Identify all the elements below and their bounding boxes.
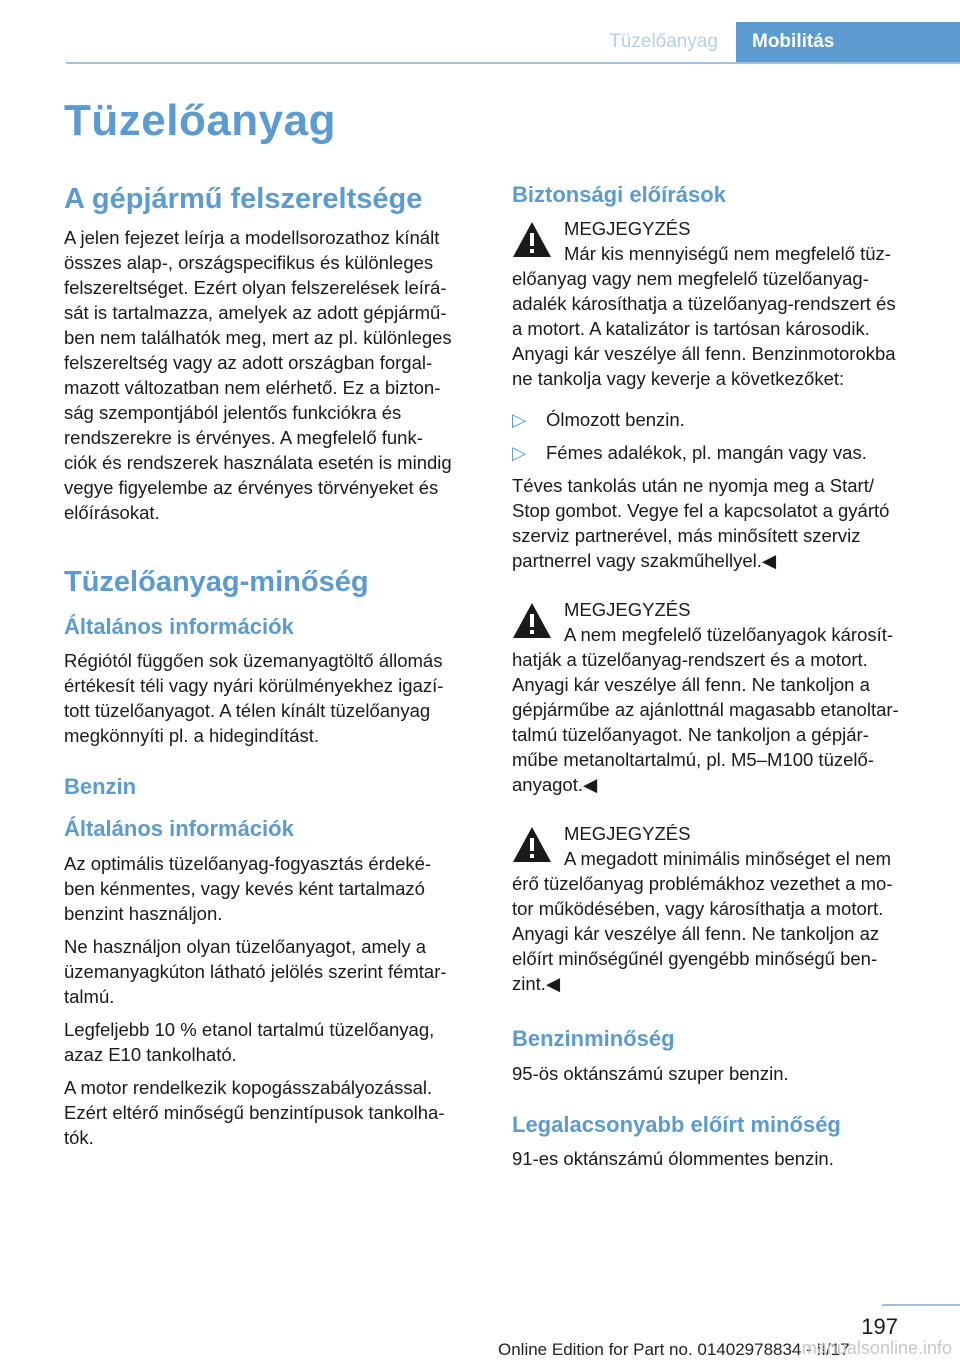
text-line: rendszerekre is érvényes. A megfelelő funk‐ [64, 426, 423, 448]
text-line: Anyagi kár veszélye áll fenn. Ne tankoljon az [512, 923, 880, 945]
text-line: előírásokat. [64, 501, 160, 523]
min-quality-text: 91-es oktánszámú ólommentes benzin. [512, 1148, 834, 1170]
text-line: Ne használjon olyan tüzelőanyagot, amely a [64, 935, 427, 957]
equipment-paragraph [64, 225, 484, 525]
warning-triangle-icon [512, 825, 552, 865]
page-title: Tüzelőanyag [64, 96, 336, 145]
warning-body [512, 647, 930, 797]
header-rule [66, 62, 960, 64]
list-item-text: Fémes adalékok, pl. mangán vagy vas. [546, 442, 867, 464]
text-line: talmú tüzelőanyagot. Ne tankoljon a gépjár‐ [512, 724, 869, 746]
triangle-bullet-icon: ▷ [512, 409, 527, 431]
text-line: értékesít téli vagy nyári körülményekhez igazí‐ [64, 674, 444, 696]
benzin-paragraph-1 [64, 851, 484, 926]
benzin-quality-text: 95-ös oktánszámú szuper benzin. [512, 1062, 789, 1084]
footer-edition: Online Edition for Part no. 01402978834 - II/17 [498, 1340, 850, 1359]
text-line: A nem megfelelő tüzelőanyagok károsít‐ [564, 624, 894, 646]
footer-watermark: manualsonline.info [801, 1338, 952, 1358]
text-line: a motort. A katalizátor is tartósan károsodik. [512, 318, 870, 340]
text-line: felszereltség vagy az adott országban forgal‐ [64, 351, 433, 373]
benzin-heading: Benzin [64, 773, 137, 799]
text-line: szerviz partnerével, más minősített szerviz [512, 525, 861, 547]
warning-notice-3 [512, 821, 930, 996]
warning-body [512, 266, 930, 391]
text-line: vegye figyelembe az érvényes törvényeket és [64, 476, 439, 498]
text-line: üzemanyagkúton látható jelölés szerint fémtar‐ [64, 960, 447, 982]
text-line: Téves tankolás után ne nyomja meg a Start/ [512, 475, 874, 497]
header-chapter-tab: Mobilitás [736, 22, 960, 62]
warning-triangle-icon [512, 220, 552, 260]
benzin-paragraph-2 [64, 934, 484, 1009]
benzin-general-heading: Általános információk [64, 816, 294, 842]
text-line: ben kénmentes, vagy kevés ként tartalmazó [64, 877, 425, 899]
text-line: tor működésében, vagy károsíthatja a motort. [512, 898, 884, 920]
benzin-paragraph-3 [64, 1017, 484, 1067]
text-line: zint.◀ [512, 973, 561, 995]
text-line: A megadott minimális minőséget el nem [564, 848, 891, 870]
text-line: Anyagi kár veszélye áll fenn. Ne tankoljon a [512, 674, 870, 696]
left-column [64, 182, 484, 1158]
text-line: ben nem találhatók meg, mert az pl. különleges [64, 326, 452, 348]
text-line: előanyag vagy nem megfelelő tüzelőanyag- [512, 268, 869, 290]
text-line: érő tüzelőanyag problémákhoz vezethet a mo‐ [512, 873, 893, 895]
page-number: 197 [861, 1314, 898, 1339]
prohibited-list [512, 407, 930, 465]
text-line: benzint használjon. [64, 902, 223, 924]
quality-heading: Tüzelőanyag-minőség [64, 565, 369, 598]
quality-general-heading: Általános információk [64, 613, 294, 639]
text-line: műbe metanoltartalmú, pl. M5–M100 tüzelő‐ [512, 749, 874, 771]
equipment-heading: A gépjármű felszereltsége [64, 183, 423, 215]
text-line: adalék károsíthatja a tüzelőanyag-rendszert és [512, 293, 896, 315]
text-line: A jelen fejezet leírja a modellsorozathoz kínált [64, 226, 440, 248]
list-item-text: Ólmozott benzin. [546, 409, 685, 431]
text-line: tott tüzelőanyagot. A télen kínált tüzelőanyag [64, 699, 431, 721]
text-line: összes alap-, országspecifikus és különleges [64, 251, 434, 273]
warning-label: MEGJEGYZÉS [564, 599, 691, 621]
text-line: gépjárműbe az ajánlottnál magasabb etanoltar‐ [512, 699, 899, 721]
quality-general-paragraph [64, 648, 484, 748]
text-line: A motor rendelkezik kopogásszabályozással. [64, 1076, 433, 1098]
text-line: tók. [64, 1126, 94, 1148]
benzin-quality-heading: Benzinminőség [512, 1026, 675, 1052]
text-line: sát is tartalmazza, amelyek az adott gépjármű‐ [64, 301, 447, 323]
list-item [512, 407, 930, 432]
footer-rule [882, 1304, 960, 1306]
text-line: talmú. [64, 985, 115, 1007]
text-line: partnerrel vagy szakműhellyel.◀ [512, 550, 777, 572]
warning-label: MEGJEGYZÉS [564, 823, 691, 845]
text-line: hatják a tüzelőanyag-rendszert és a motort. [512, 649, 868, 671]
text-line: előírt minőségűnél gyengébb minőségű ben‐ [512, 948, 878, 970]
header-section-label: Tüzelőanyag [609, 31, 718, 52]
text-line: Régiótól függően sok üzemanyagtöltő állomás [64, 649, 443, 671]
min-quality-heading: Legalacsonyabb előírt minőség [512, 1111, 841, 1137]
list-item [512, 440, 930, 465]
header-tabs [591, 22, 960, 62]
warning-triangle-icon [512, 601, 552, 641]
text-line: azaz E10 tankolható. [64, 1043, 237, 1065]
text-line: Már kis mennyiségű nem megfelelő tüz‐ [564, 243, 891, 265]
warning-body [512, 871, 930, 996]
warning-notice-1 [512, 216, 930, 391]
after-list-paragraph [512, 473, 930, 573]
text-line: ság szempontjából jelentős funkciókra és [64, 401, 402, 423]
text-line: Az optimális tüzelőanyag-fogyasztás érdeké‐ [64, 852, 432, 874]
right-column [512, 182, 930, 1179]
text-line: mazott változatban nem elérhető. Ez a bizton‐ [64, 376, 441, 398]
text-line: felszereltséget. Ezért olyan felszerelések leírá‐ [64, 276, 447, 298]
text-line: anyagot.◀ [512, 774, 598, 796]
safety-heading: Biztonsági előírások [512, 182, 726, 207]
warning-notice-2 [512, 597, 930, 797]
text-line: ciók és rendszerek használata esetén is mindig [64, 451, 452, 473]
text-line: ne tankolja vagy keverje a következőket: [512, 368, 845, 390]
warning-label: MEGJEGYZÉS [564, 218, 691, 240]
text-line: Ezért eltérő minőségű benzintípusok tankolha‐ [64, 1101, 445, 1123]
text-line: Stop gombot. Vegye fel a kapcsolatot a gyártó [512, 500, 890, 522]
text-line: Legfeljebb 10 % etanol tartalmú tüzelőanyag, [64, 1018, 435, 1040]
triangle-bullet-icon: ▷ [512, 442, 527, 464]
benzin-paragraph-4 [64, 1075, 484, 1150]
text-line: Anyagi kár veszélye áll fenn. Benzinmotorokba [512, 343, 896, 365]
text-line: megkönnyíti pl. a hidegindítást. [64, 724, 320, 746]
